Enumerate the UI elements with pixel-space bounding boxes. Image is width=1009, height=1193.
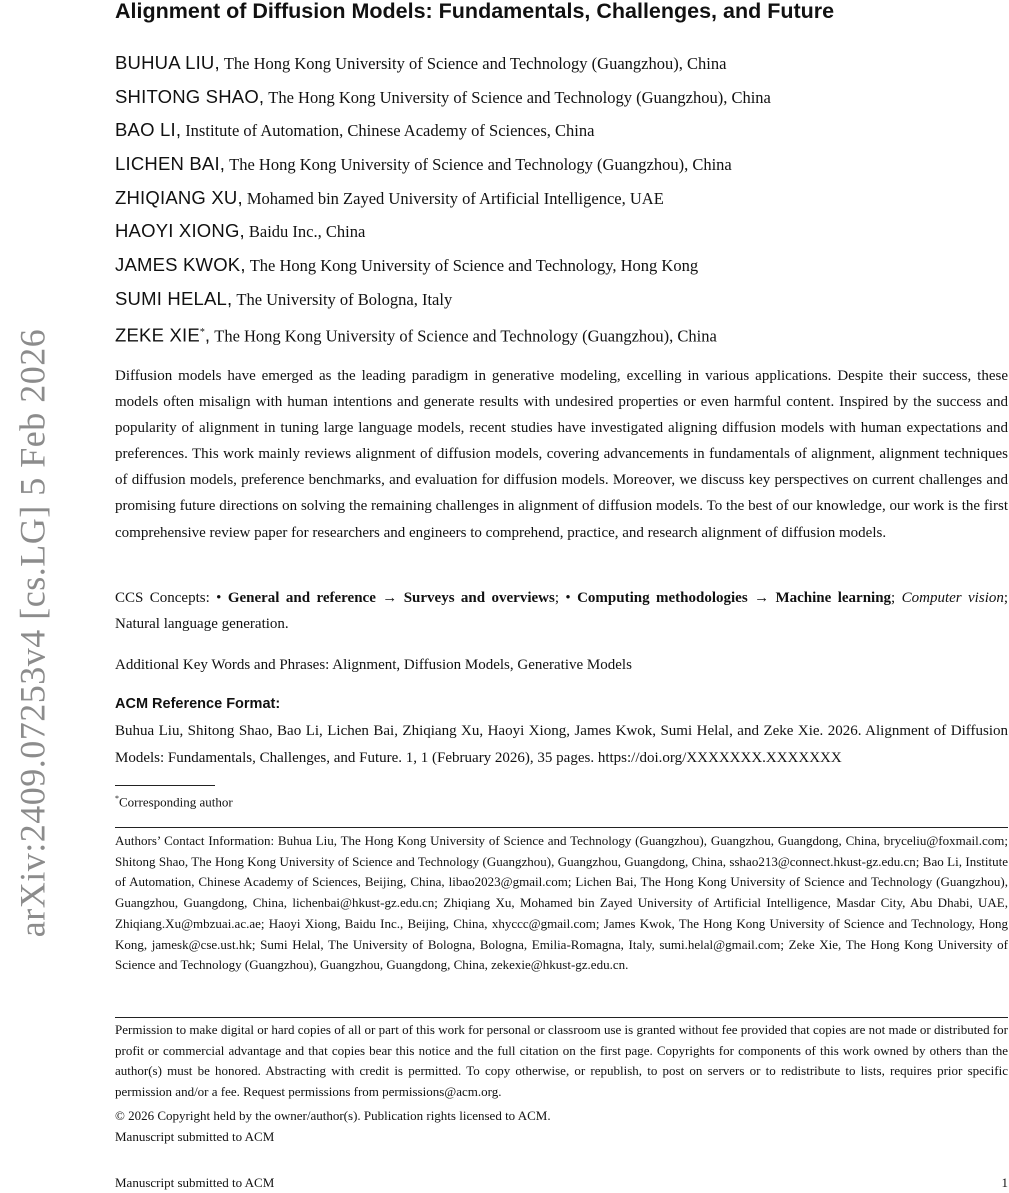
author-affiliation: Mohamed bin Zayed University of Artificial Intelligence, UAE xyxy=(246,188,664,208)
author-name: JAMES KWOK, xyxy=(115,254,246,276)
author-affiliation: The University of Bologna, Italy xyxy=(236,289,453,309)
reference-text: Buhua Liu, Shitong Shao, Bao Li, Lichen Bai, Zhiqiang Xu, Haoyi Xiong, James Kwok, Sumi Helal, and Zeke Xie. 2026. Alignment of Diffusion Models: Fundamentals, Challenges, and Future. 1, 1 (February 2026), 35 pages. https://doi.org/XXXXXXX.XXXXXXX xyxy=(115,723,1008,766)
author-name: ZEKE XIE xyxy=(115,323,200,345)
author-entry xyxy=(115,83,1008,117)
author-entry xyxy=(115,150,1008,184)
reference-heading: ACM Reference Format: xyxy=(115,696,281,712)
author-name: SHITONG SHAO, xyxy=(115,85,265,107)
ccs-concept: Surveys and overviews xyxy=(403,590,555,606)
footnote xyxy=(115,788,233,813)
arxiv-identifier: arXiv:2409.07253v4 [cs.LG] 5 Feb 2026 xyxy=(12,328,53,938)
author-entry xyxy=(115,217,1008,251)
author-affiliation: The Hong Kong University of Science and Technology, Hong Kong xyxy=(249,256,699,276)
author-entry xyxy=(115,49,1008,83)
bullet: • xyxy=(216,590,222,606)
author-entry xyxy=(115,285,1008,319)
arrow: → xyxy=(382,590,398,606)
ccs-concept: Computing methodologies xyxy=(577,590,748,606)
ccs-label: CCS Concepts: xyxy=(115,590,210,606)
ccs-rest: ; Natural language generation. xyxy=(115,590,1009,632)
ccs-concept: Machine learning xyxy=(775,590,892,606)
author-comma: , xyxy=(204,323,211,345)
footnote-mark: * xyxy=(115,794,119,803)
author-entry xyxy=(115,184,1008,218)
author-entry xyxy=(115,251,1008,285)
abstract: Diffusion models have emerged as the leading paradigm in generative modeling, excelling in various applications. Despite their success, these models often misalign with human intentions and generate results with undesired properties or even harmful content. Inspired by the success and popularity of alignment in tuning large language models, recent studies have investigated aligning diffusion models with human expectations and preferences. This work mainly reviews alignment of diffusion models, covering advancements in fundamentals of alignment, alignment techniques of diffusion models, preference benchmarks, and evaluation for diffusion models. Moreover, we discuss key perspectives on current challenges and promising future directions on solving the remaining challenges in alignment of diffusion models. To the best of our knowledge, our work is the first comprehensive review paper for researchers and engineers to comprehend, practice, and research alignment of diffusion models. xyxy=(115,368,1008,541)
footnote-rule xyxy=(115,785,215,786)
permission-divider xyxy=(115,1017,1008,1018)
author-name: ZHIQIANG XU, xyxy=(115,186,243,208)
contact-divider xyxy=(115,827,1008,828)
author-affiliation: Baidu Inc., China xyxy=(248,222,366,242)
bullet: • xyxy=(565,590,571,606)
author-affiliation: The Hong Kong University of Science and Technology (Guangzhou), China xyxy=(229,155,732,175)
author-name: LICHEN BAI, xyxy=(115,153,226,175)
author-entry xyxy=(115,116,1008,150)
footnote-text: Corresponding author xyxy=(119,794,233,810)
manuscript-note: Manuscript submitted to ACM xyxy=(115,1129,275,1144)
page-number: 1 xyxy=(1001,1175,1008,1190)
permission-notice: Permission to make digital or hard copies of all or part of this work for personal or classroom use is granted without fee provided that copies are not made or distributed for profit or commercial advantage and that copies bear this notice and the full citation on the first page. Copyrights for components of this work owned by others than the author(s) must be honored. Abstracting with credit is permitted. To copy otherwise, or republish, to post on servers or to redistribute to lists, requires prior specific permission and/or a fee. Request permissions from permissions@acm.org. xyxy=(115,1022,1008,1100)
author-affiliation: Institute of Automation, Chinese Academy of Sciences, China xyxy=(185,121,595,141)
author-affiliation: The Hong Kong University of Science and Technology (Guangzhou), China xyxy=(223,54,727,73)
keywords: Additional Key Words and Phrases: Alignment, Diffusion Models, Generative Models xyxy=(115,657,632,673)
ccs-italic: Computer vision xyxy=(901,590,1004,606)
author-name: BAO LI, xyxy=(115,119,182,141)
corresponding-mark: * xyxy=(199,326,205,338)
ccs-concept: General and reference xyxy=(227,590,376,606)
ccs-concepts: CCS Concepts: • General and reference → Surveys and overviews; • Computing methodologies → Machine learning; Computer vision; Natural language generation. xyxy=(115,590,1009,632)
author-affiliation: The Hong Kong University of Science and Technology (Guangzhou), China xyxy=(214,325,717,345)
author-entry xyxy=(115,319,1008,353)
arrow: → xyxy=(754,590,770,606)
contact-information: Authors’ Contact Information: Buhua Liu, The Hong Kong University of Science and Technology (Guangzhou), Guangzhou, Guangdong, China, bryceliu@foxmail.com; Shitong Shao, The Hong Kong University of Science and Technology (Guangzhou), Guangzhou, Guangdong, China, sshao213@connect.hkust-gz.edu.cn; Bao Li, Institute of Automation, Chinese Academy of Sciences, Beijing, China, libao2023@gmail.com; Lichen Bai, The Hong Kong University of Science and Technology (Guangzhou), Guangzhou, Guangdong, China, lichenbai@hkust-gz.edu.cn; Zhiqiang Xu, Mohamed bin Zayed University of Artificial Intelligence, Masdar City, Abu Dhabi, UAE, Zhiqiang.Xu@mbzuai.ac.ae; Haoyi Xiong, Baidu Inc., Beijing, China, xhyccc@gmail.com; James Kwok, The Hong Kong University of Science and Technology, Hong Kong, jamesk@cse.ust.hk; Sumi Helal, The University of Bologna, Bologna, Emilia-Romagna, Italy, sumi.helal@gmail.com; Zeke Xie, The Hong Kong University of Science and Technology (Guangzhou), Guangzhou, Guangdong, China, zekexie@hkust-gz.edu.cn. xyxy=(115,833,1008,973)
running-footer: Manuscript submitted to ACM xyxy=(115,1175,275,1190)
author-name: HAOYI XIONG, xyxy=(115,220,245,242)
author-list xyxy=(115,49,1008,352)
copyright-notice: © 2026 Copyright held by the owner/author(s). Publication rights licensed to ACM. xyxy=(115,1108,551,1123)
paper-title: Alignment of Diffusion Models: Fundamentals, Challenges, and Future xyxy=(115,0,835,23)
author-name: BUHUA LIU, xyxy=(115,52,220,73)
author-name: SUMI HELAL, xyxy=(115,287,233,309)
author-affiliation: The Hong Kong University of Science and Technology (Guangzhou), China xyxy=(268,87,771,107)
